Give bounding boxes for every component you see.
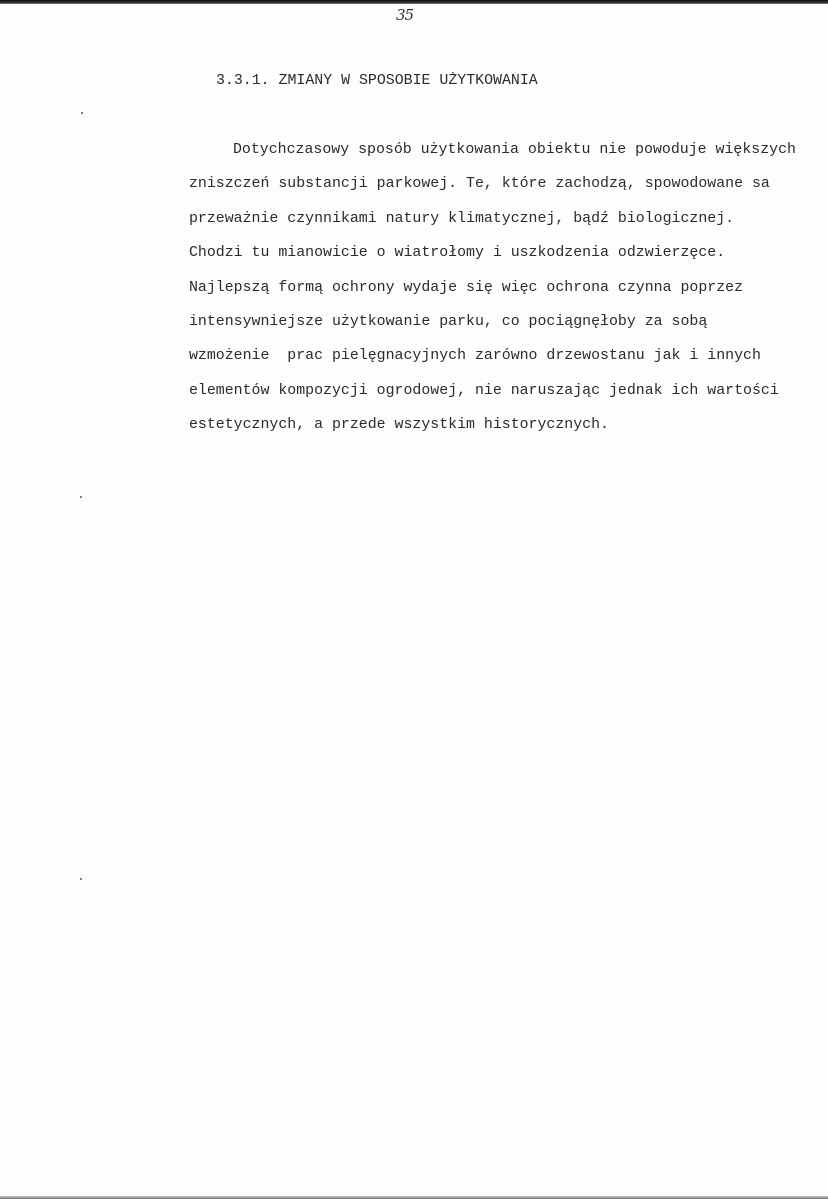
paragraph-line: zniszczeń substancji parkowej. Te, które zachodzą, spowodowane sa bbox=[189, 176, 770, 193]
section-heading: 3.3.1. ZMIANY W SPOSOBIE UŻYTKOWANIA bbox=[216, 73, 538, 89]
paragraph-line: Dotychczasowy sposób użytkowania obiektu nie powoduje większych bbox=[233, 142, 796, 158]
section-paragraph bbox=[189, 139, 809, 449]
paragraph-line: elementów kompozycji ogrodowej, nie naruszając jednak ich wartości bbox=[189, 382, 779, 399]
binding-mark bbox=[80, 496, 82, 498]
scan-edge-top bbox=[0, 0, 828, 4]
paragraph-line: intensywniejsze użytkowanie parku, co pociągnęłoby za sobą bbox=[189, 313, 708, 330]
paragraph-line: estetycznych, a przede wszystkim historycznych. bbox=[189, 417, 609, 434]
paragraph-line: Najlepszą formą ochrony wydaje się więc ochrona czynna poprzez bbox=[189, 279, 744, 296]
page-number: 35 bbox=[396, 6, 414, 24]
paragraph-line: Chodzi tu mianowicie o wiatrołomy i uszkodzenia odzwierzęce. bbox=[189, 245, 726, 262]
binding-mark bbox=[81, 112, 83, 114]
paragraph-line: wzmożenie prac pielęgnacyjnych zarówno drzewostanu jak i innych bbox=[189, 348, 761, 365]
binding-mark bbox=[80, 878, 82, 880]
paragraph-line: przeważnie czynnikami natury klimatycznej, bądź biologicznej. bbox=[189, 210, 735, 227]
